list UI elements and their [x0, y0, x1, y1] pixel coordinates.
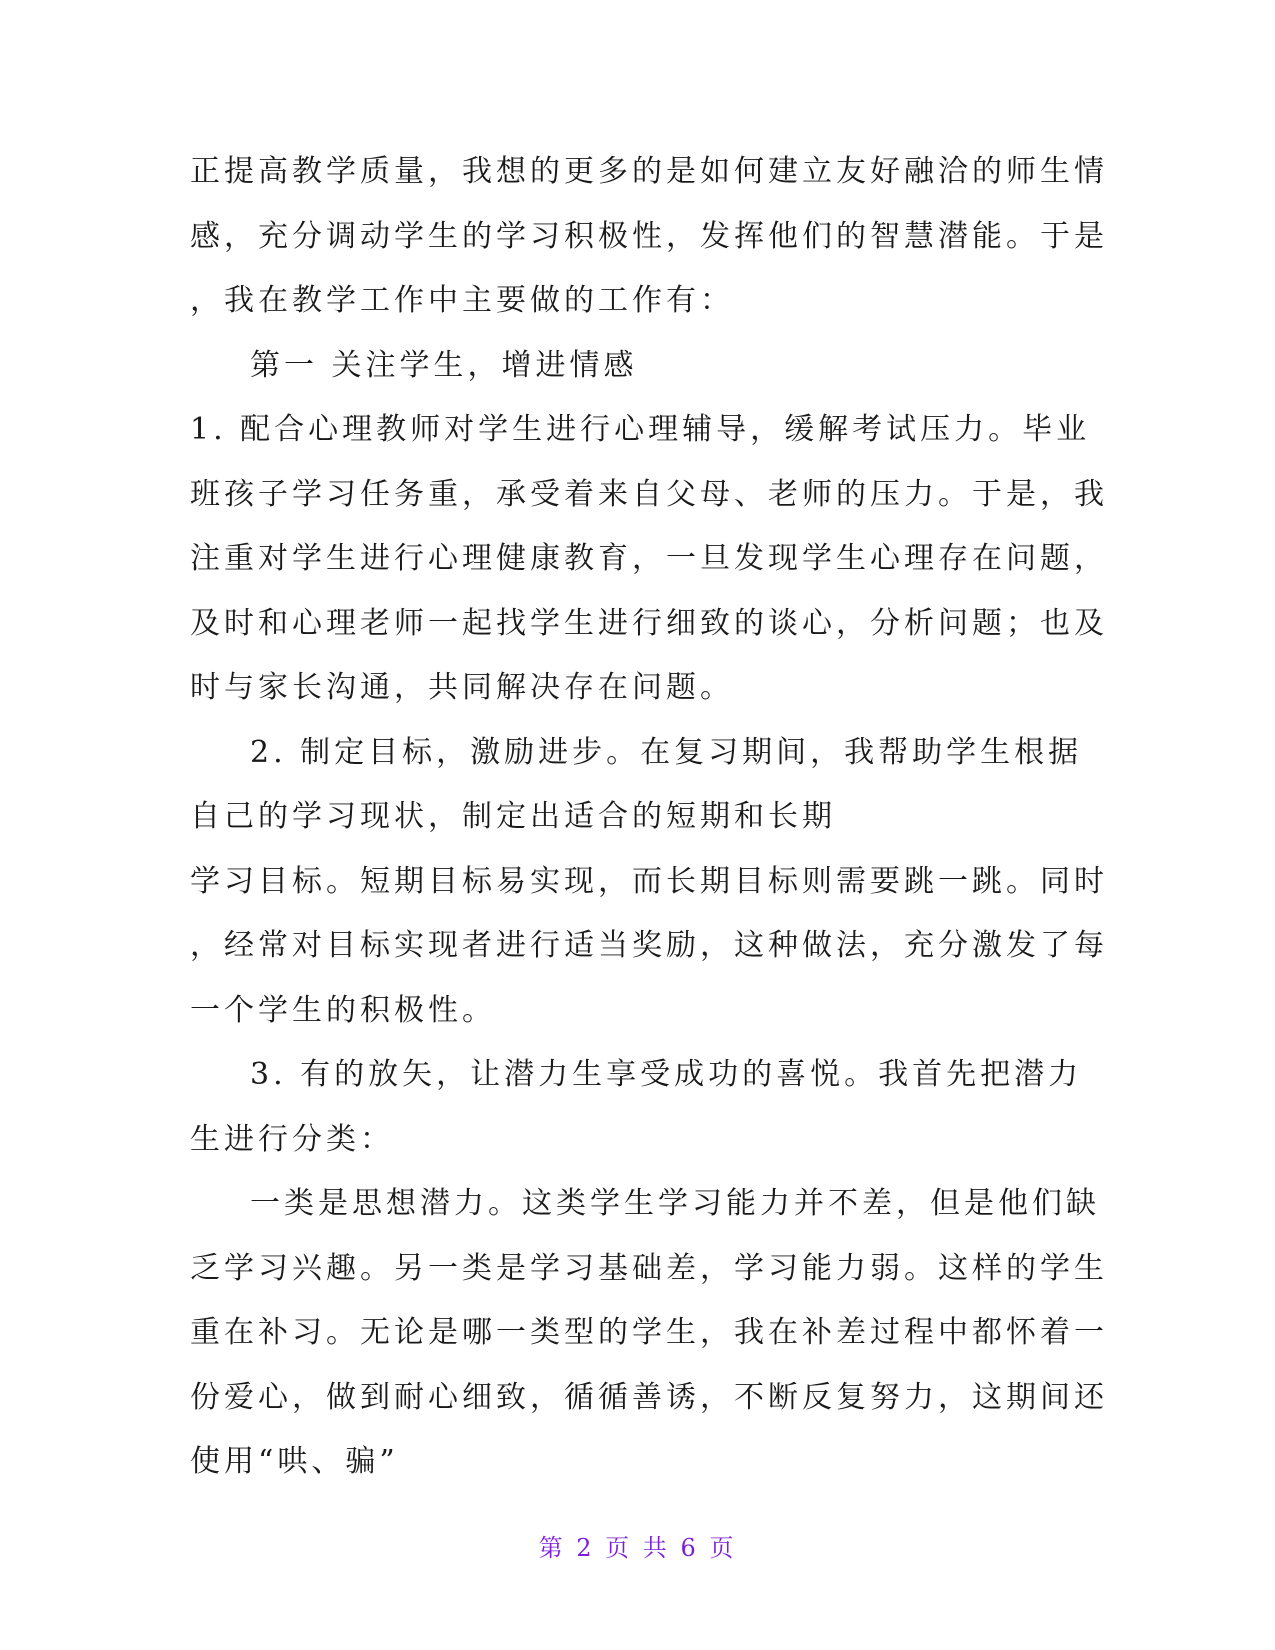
text-line: ，我在教学工作中主要做的工作有： — [190, 283, 734, 318]
text-line: 1. 配合心理教师对学生进行心理辅导，缓解考试压力。毕业 — [190, 412, 1091, 447]
section-heading: 第一 关注学生，增进情感 — [250, 347, 638, 383]
text-line: 学习目标。短期目标易实现，而长期目标则需要跳一跳。同时 — [190, 863, 1108, 899]
text-line: 自己的学习现状，制定出适合的短期和长期 — [190, 799, 836, 834]
body-text — [190, 140, 1108, 1495]
text-line: 2. 制定目标，激励进步。在复习期间，我帮助学生根据 — [250, 734, 1083, 770]
text-line: 班孩子学习任务重，承受着来自父母、老师的压力。于是，我 — [190, 476, 1108, 512]
text-line: 3. 有的放矢，让潜力生享受成功的喜悦。我首先把潜力 — [250, 1057, 1083, 1092]
text-line: 生进行分类： — [190, 1121, 394, 1157]
page-number-footer: 第 2 页 共 6 页 — [538, 1534, 737, 1562]
text-line: 正提高教学质量，我想的更多的是如何建立友好融洽的师生情 — [190, 154, 1108, 189]
text-line: 乏学习兴趣。另一类是学习基础差，学习能力弱。这样的学生 — [190, 1250, 1108, 1286]
text-line: 一个学生的积极性。 — [190, 992, 496, 1028]
text-line: 时与家长沟通，共同解决存在问题。 — [190, 670, 734, 705]
text-line: 份爱心，做到耐心细致，循循善诱，不断反复努力，这期间还 — [190, 1379, 1108, 1415]
text-line: 感，充分调动学生的学习积极性，发挥他们的智慧潜能。于是 — [190, 218, 1108, 254]
text-line: 一类是思想潜力。这类学生学习能力并不差，但是他们缺 — [250, 1186, 1100, 1221]
text-line: 注重对学生进行心理健康教育，一旦发现学生心理存在问题， — [190, 541, 1108, 576]
text-line: 重在补习。无论是哪一类型的学生，我在补差过程中都怀着一 — [190, 1315, 1108, 1350]
text-line: 使用“哄、骗” — [190, 1444, 399, 1479]
text-line: 及时和心理老师一起找学生进行细致的谈心，分析问题；也及 — [190, 605, 1108, 641]
text-line: ，经常对目标实现者进行适当奖励，这种做法，充分激发了每 — [190, 928, 1108, 963]
